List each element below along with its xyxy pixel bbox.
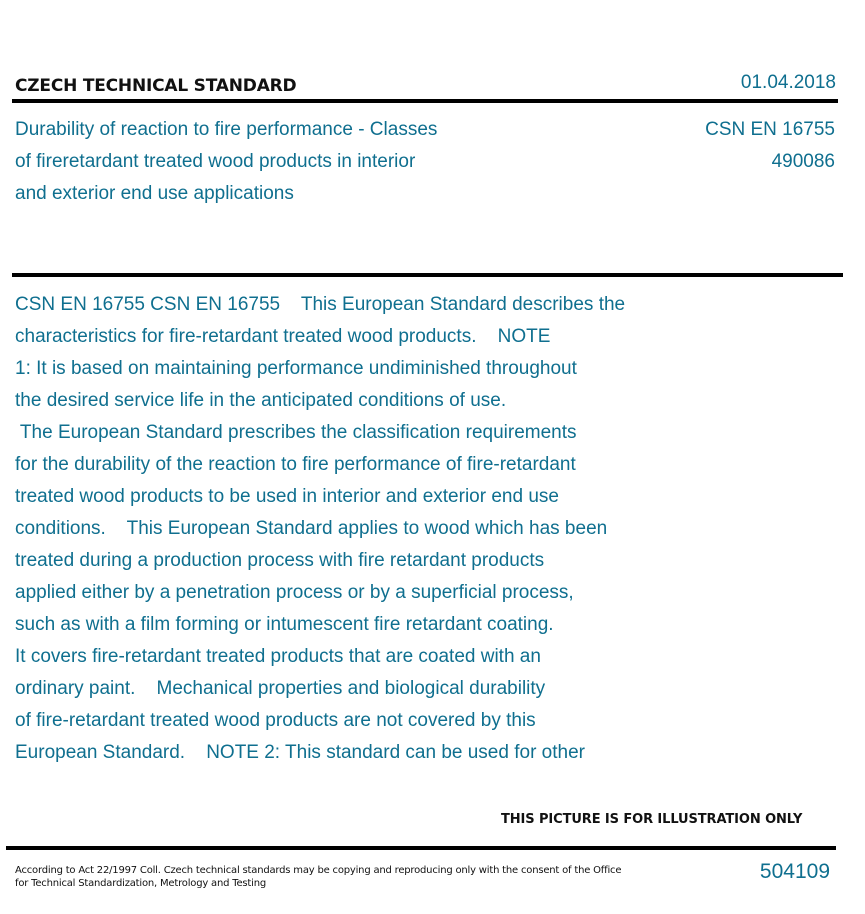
body-line: treated wood products to be used in interior and exterior end use [15,486,559,507]
document-title-line: Durability of reaction to fire performance - Classes [15,119,438,140]
catalog-number: 490086 [771,151,835,172]
document-title-line: and exterior end use applications [15,183,294,204]
body-line: The European Standard prescribes the classification requirements [15,422,577,443]
body-line: characteristics for fire-retardant treated wood products. NOTE [15,326,551,347]
standard-code: CSN EN 16755 [705,119,835,140]
footer-number: 504109 [759,860,830,883]
header-divider [12,99,838,103]
body-line: It covers fire-retardant treated products that are coated with an [15,646,541,667]
document-title [15,114,515,210]
document-title-line: of fireretardant treated wood products in interior [15,151,416,172]
body-line: the desired service life in the anticipated conditions of use. [15,390,507,411]
legal-notice-line: According to Act 22/1997 Coll. Czech technical standards may be copying and reproducing only with the consent of the Office [15,865,622,876]
body-line: treated during a production process with fire retardant products [15,550,545,571]
document-identifiers [705,114,835,178]
body-line: of fire-retardant treated wood products are not covered by this [15,710,536,731]
body-line: ordinary paint. Mechanical properties and biological durability [15,678,546,699]
body-line: applied either by a penetration process or by a superficial process, [15,582,574,603]
body-line: for the durability of the reaction to fire performance of fire-retardant [15,454,576,475]
publication-date: 01.04.2018 [740,72,836,93]
body-line: 1: It is based on maintaining performance undiminished throughout [15,358,577,379]
legal-notice-line: for Technical Standardization, Metrology and Testing [15,878,266,889]
body-line: conditions. This European Standard applies to wood which has been [15,518,608,539]
body-line: European Standard. NOTE 2: This standard can be used for other [15,742,585,763]
title-divider [12,273,843,277]
illustration-disclaimer: THIS PICTURE IS FOR ILLUSTRATION ONLY [501,812,803,827]
footer-divider [6,846,836,850]
body-line: CSN EN 16755 CSN EN 16755 This European Standard describes the [15,294,626,315]
body-line: such as with a film forming or intumescent fire retardant coating. [15,614,554,635]
standard-description [15,289,735,769]
legal-notice [15,864,621,890]
standard-header-title: CZECH TECHNICAL STANDARD [15,76,297,96]
